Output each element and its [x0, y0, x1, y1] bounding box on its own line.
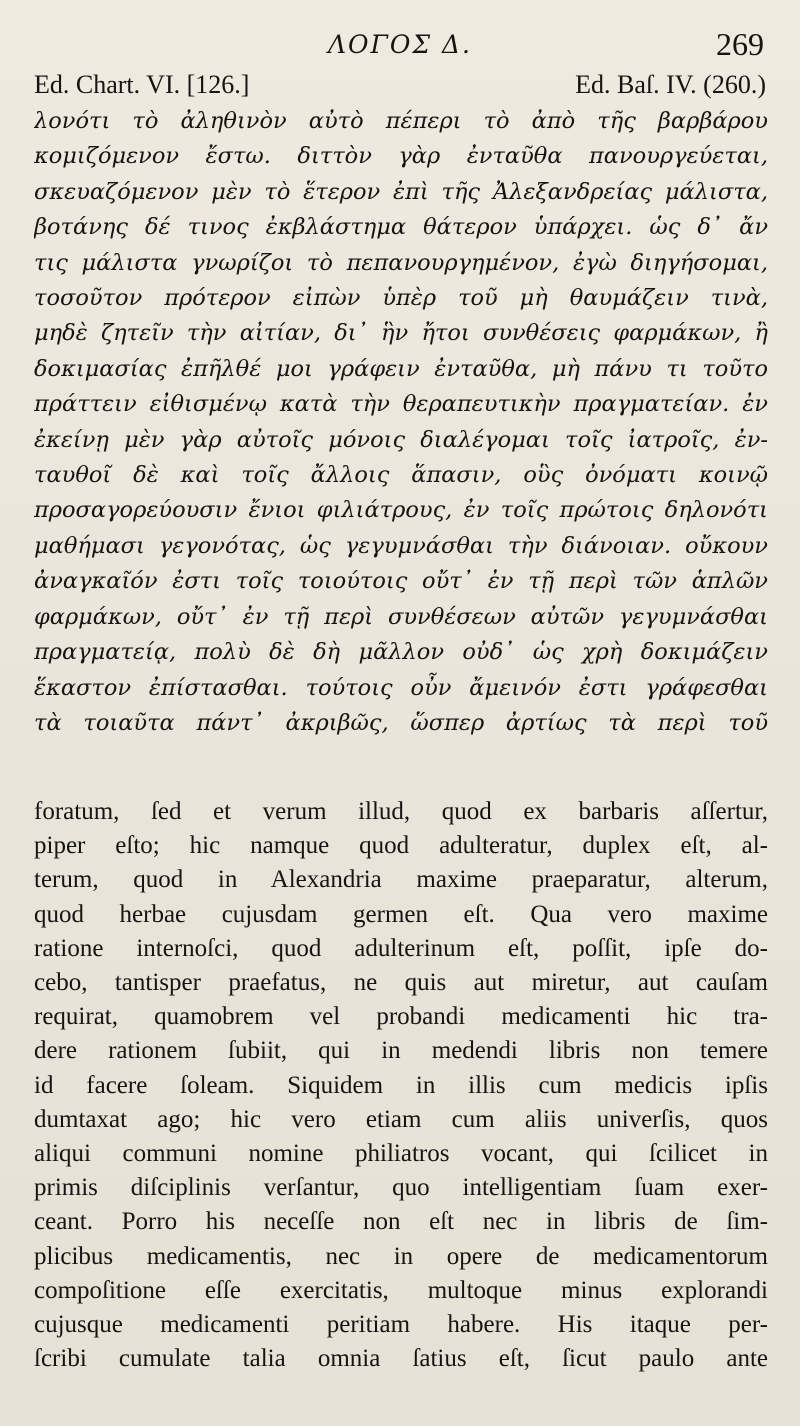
greek-text-line: προσαγορεύουσιν ἔνιοι φιλιάτρους, ἐν τοῖς πρώτοις δηλονότι: [34, 497, 768, 524]
greek-text-line: μαθήμασι γεγονότας, ὡς γεγυμνάσθαι τὴν διάνοιαν. οὔκουν: [34, 532, 768, 559]
latin-text-line: ceant. Porro his neceſſe non eſt nec in libris de ſim-: [34, 1208, 768, 1236]
greek-text-line: τοσοῦτον πρότερον εἰπὼν ὑπὲρ τοῦ μὴ θαυμάζειν τινὰ,: [34, 285, 768, 312]
latin-text-line: ratione internoſci, quod adulterinum eſt, poſſit, ipſe do-: [34, 934, 768, 962]
latin-text-line: dere rationem ſubiit, qui in medendi libris non temere: [34, 1037, 768, 1065]
greek-text-line: μηδὲ ζητεῖν τὴν αἰτίαν, δι᾽ ἣν ἤτοι συνθέσεις φαρμάκων, ἢ: [34, 320, 768, 347]
greek-text-line: φαρμάκων, οὔτ᾽ ἐν τῇ περὶ συνθέσεων αὐτῶν γεγυμνάσθαι: [34, 603, 768, 630]
greek-text-line: κομιζόμενον ἔστω. διττὸν γὰρ ἐνταῦθα πανουργεύεται,: [34, 143, 768, 170]
latin-text-line: id facere ſoleam. Siquidem in illis cum medicis ipſis: [34, 1071, 768, 1099]
edition-basel-reference: Ed. Baſ. IV. (260.): [575, 70, 766, 99]
page-number: 269: [716, 26, 764, 62]
latin-text-line: aliqui communi nomine philiatros vocant, qui ſcilicet in: [34, 1140, 768, 1168]
greek-text-line: λονότι τὸ ἀληθινὸν αὐτὸ πέπερι τὸ ἀπὸ τῆς βαρβάρου: [34, 108, 768, 134]
latin-text-line: quod herbae cujusdam germen eſt. Qua vero maxime: [34, 900, 768, 928]
greek-text-line: ἐκείνῃ μὲν γὰρ αὐτοῖς μόνοις διαλέγομαι τοῖς ἰατροῖς, ἐν-: [34, 426, 768, 453]
latin-text-line: cujusque medicamenti peritiam habere. His itaque per-: [34, 1311, 768, 1339]
greek-text-block: [34, 104, 768, 741]
latin-text-line: primis diſciplinis verſantur, quo intelligentiam ſuam exer-: [34, 1174, 768, 1202]
greek-text-line: ταυθοῖ δὲ καὶ τοῖς ἄλλοις ἅπασιν, οὓς ὀνόματι κοινῷ: [34, 462, 768, 489]
greek-text-line: δοκιμασίας ἐπῆλθέ μοι γράφειν ἐνταῦθα, μὴ πάνυ τι τοῦτο: [34, 355, 768, 382]
latin-text-line: foratum, ſed et verum illud, quod ex barbaris aſſertur,: [34, 798, 768, 825]
edition-chartier-reference: Ed. Chart. VI. [126.]: [34, 70, 250, 99]
edition-reference-line: [34, 70, 766, 104]
greek-text-line: πράττειν εἰθισμένῳ κατὰ τὴν θεραπευτικὴν πραγματείαν. ἐν: [34, 391, 768, 418]
latin-text-line: ſcribi cumulate talia omnia ſatius eſt, ſicut paulo ante: [34, 1345, 768, 1373]
latin-text-block: [34, 795, 768, 1376]
greek-text-line: τὰ τοιαῦτα πάντ᾽ ἀκριβῶς, ὥσπερ ἀρτίως τὰ περὶ τοῦ: [34, 709, 768, 736]
greek-text-line: βοτάνης δέ τινος ἐκβλάστημα θάτερον ὑπάρχει. ὡς δ᾽ ἄν: [34, 214, 768, 241]
greek-text-line: τις μάλιστα γνωρίζοι τὸ πεπανουργημένον, ἐγὼ διηγήσομαι,: [34, 249, 768, 276]
greek-text-line: ἀναγκαῖόν ἐστι τοῖς τοιούτοις οὔτ᾽ ἐν τῇ περὶ τῶν ἁπλῶν: [34, 568, 768, 595]
running-title: ΛΟΓΟΣ Δ.: [327, 30, 472, 59]
greek-text-line: ἕκαστον ἐπίστασθαι. τούτοις οὖν ἄμεινόν ἐστι γράφεσθαι: [34, 674, 768, 701]
greek-text-line: σκευαζόμενον μὲν τὸ ἕτερον ἐπὶ τῆς Ἀλεξανδρείας μάλιστα,: [34, 178, 768, 205]
latin-text-line: piper eſto; hic namque quod adulteratur, duplex eſt, al-: [34, 832, 768, 860]
latin-text-line: plicibus medicamentis, nec in opere de medicamentorum: [34, 1242, 768, 1270]
greek-text-line: πραγματείᾳ, πολὺ δὲ δὴ μᾶλλον οὐδ᾽ ὡς χρὴ δοκιμάζειν: [34, 639, 768, 666]
latin-text-line: dumtaxat ago; hic vero etiam cum aliis univerſis, quos: [34, 1105, 768, 1133]
latin-text-line: cebo, tantisper praefatus, ne quis aut miretur, aut cauſam: [34, 969, 768, 997]
latin-text-line: requirat, quamobrem vel probandi medicamenti hic tra-: [34, 1003, 768, 1031]
latin-text-line: terum, quod in Alexandria maxime praeparatur, alterum,: [34, 866, 768, 894]
latin-text-line: compoſitione eſſe exercitatis, multoque minus explorandi: [34, 1276, 768, 1304]
